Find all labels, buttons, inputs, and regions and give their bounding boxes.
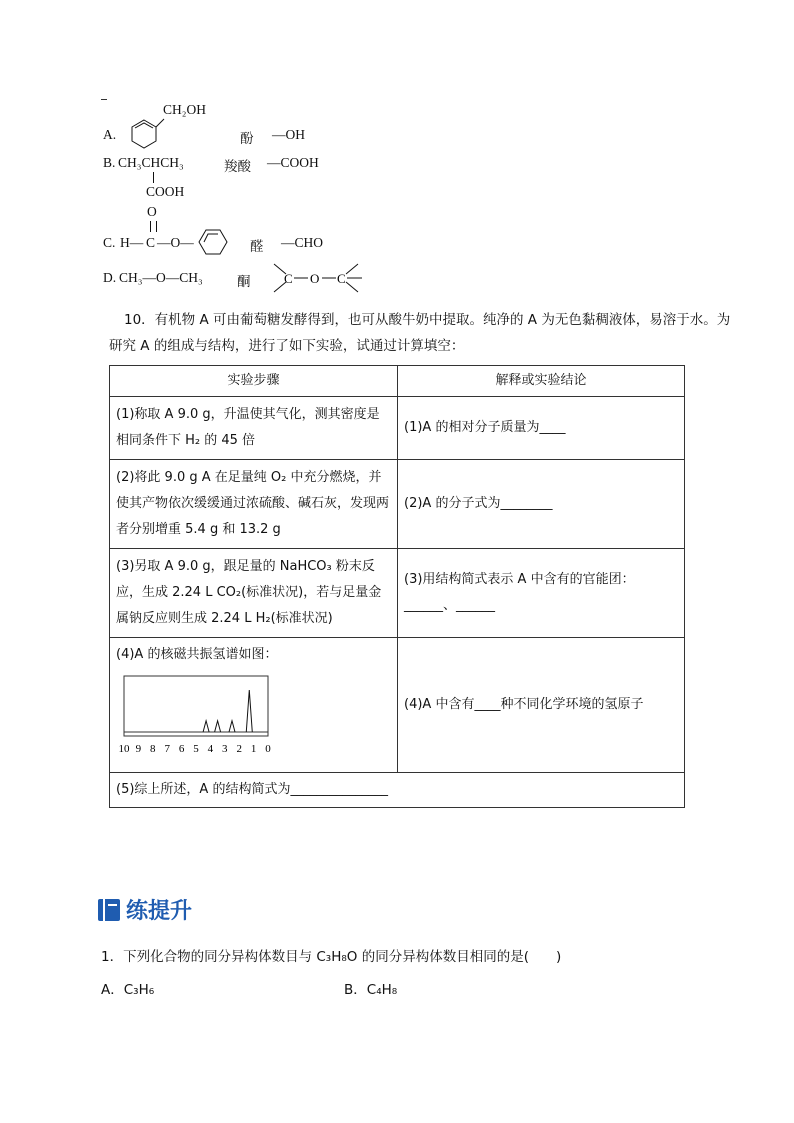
benzene-ring-a (127, 117, 167, 151)
stray-mark (101, 99, 107, 100)
bond-line (153, 172, 154, 183)
step-2: (2)将此 9.0 g A 在足量纯 O₂ 中充分燃烧，并使其产物依次缓缓通过浓硫酸、碱石灰，发现两者分别增重 5.4 g 和 13.2 g (110, 460, 398, 549)
option-b-func: —COOH (267, 155, 319, 170)
nmr-peak-4 (246, 690, 252, 732)
nmr-tick-label: 3 (222, 743, 228, 755)
table-row (110, 397, 685, 460)
step-1: (1)称取 A 9.0 g，升温使其气化，测其密度是相同条件下 H₂ 的 45 倍 (110, 397, 398, 460)
nmr-tick-label: 10 (118, 743, 130, 755)
conclusion-2: (2)A 的分子式为________ (398, 460, 685, 549)
nmr-spectrum (116, 672, 276, 762)
step-4 (110, 638, 398, 773)
option-a-class: 酚 (240, 131, 254, 147)
experiment-table (109, 365, 685, 808)
option-d-formula: CH₃—O—CH₃ (119, 270, 203, 285)
option-b-class: 羧酸 (224, 159, 251, 175)
nmr-tick-label: 0 (265, 743, 271, 755)
option-c-func: —CHO (281, 235, 324, 250)
header-steps: 实验步骤 (110, 366, 398, 397)
table-row (110, 638, 685, 773)
table-row (110, 460, 685, 549)
option-d-class: 酮 (237, 274, 251, 290)
header-conclusion: 解释或实验结论 (398, 366, 685, 397)
nmr-peak-1 (203, 721, 209, 732)
nmr-tick-label: 5 (193, 743, 199, 755)
table-row (110, 773, 685, 808)
q10-line2: 研究 A 的组成与结构，进行了如下实验，试通过计算填空： (109, 338, 465, 354)
svg-text:O: O (310, 271, 320, 286)
benzene-ring-c (195, 227, 231, 257)
summary-row: (5)综上所述，A 的结构简式为_______________ (110, 773, 685, 808)
nmr-tick-label: 7 (164, 743, 170, 755)
svg-text:C: C (284, 271, 293, 286)
ether-structure (268, 258, 366, 298)
conclusion-4: (4)A 中含有____种不同化学环境的氢原子 (398, 638, 685, 773)
option-d-letter: D. (103, 270, 117, 285)
nmr-tick-label: 8 (150, 743, 156, 755)
conclusion-3: (3)用结构简式表示 A 中含有的官能团：______、______ (398, 549, 685, 638)
nmr-tick-label: 2 (236, 743, 242, 755)
step-4-text: (4)A 的核磁共振氢谱如图： (116, 647, 278, 662)
option-b-formula: CH₃CHCH₃ (118, 155, 184, 170)
option-c-formula-h: H— (120, 235, 144, 250)
nmr-tick-label: 6 (178, 743, 185, 755)
q1-option-a: A．C₃H₆ (101, 982, 155, 998)
option-c-class: 醛 (250, 239, 264, 255)
q1-stem: 1．下列化合物的同分异构体数目与 C₃H₈O 的同分异构体数目相同的是( ) (101, 949, 562, 965)
option-c-letter: C. (103, 235, 116, 250)
option-b-letter: B. (103, 155, 116, 170)
step-3: (3)另取 A 9.0 g，跟足量的 NaHCO₃ 粉末反应，生成 2.24 L CO₂(标准状况)，若与足量金属钠反应则生成 2.24 L H₂(标准状况) (110, 549, 398, 638)
option-a-group: CH₂OH (163, 102, 206, 117)
nmr-peak-3 (229, 721, 235, 732)
option-a-letter: A. (103, 127, 117, 142)
nmr-peak-2 (215, 721, 221, 732)
option-a-func: —OH (272, 127, 305, 142)
svg-text:C: C (337, 271, 346, 286)
option-b-branch: COOH (146, 184, 185, 199)
table-header-row (110, 366, 685, 397)
book-icon (96, 897, 122, 923)
nmr-tick-label: 9 (135, 743, 142, 755)
option-c-carbonyl-o: O (147, 204, 157, 219)
section-title: 练提升 (126, 899, 193, 924)
q1-option-b: B．C₄H₈ (344, 982, 398, 998)
double-bond (150, 221, 157, 232)
table-row (110, 549, 685, 638)
q10-line1: 10．有机物 A 可由葡萄糖发酵得到，也可从酸牛奶中提取。纯净的 A 为无色黏稠液体，易溶于水。为 (124, 312, 731, 328)
nmr-tick-label: 4 (207, 743, 214, 755)
conclusion-1: (1)A 的相对分子质量为____ (398, 397, 685, 460)
option-c-ester-o: —O— (157, 235, 194, 250)
option-c-carbon: C (146, 235, 156, 250)
nmr-tick-label: 1 (250, 743, 257, 755)
